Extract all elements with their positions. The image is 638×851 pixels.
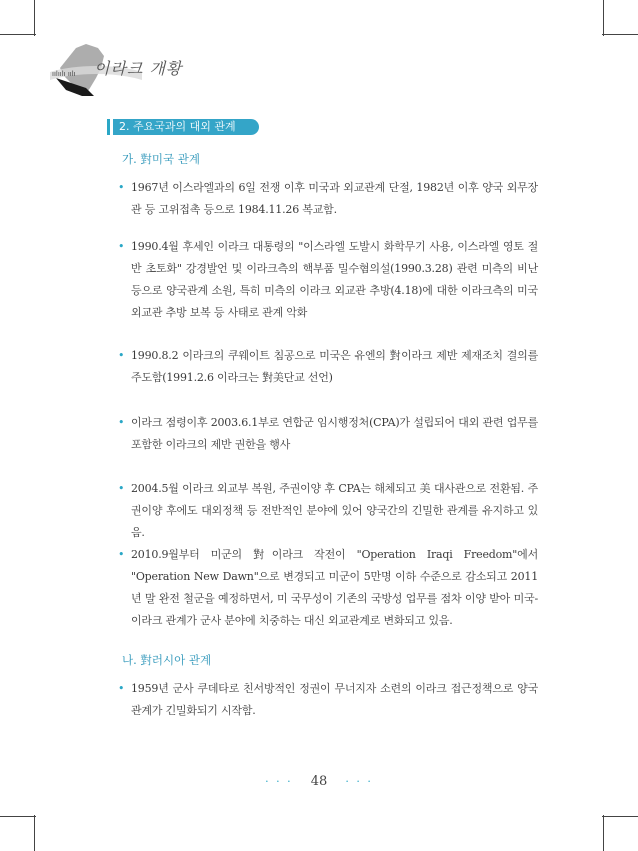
- bullet-text: 1959년 군사 쿠데타로 친서방적인 정권이 무너지자 소련의 이라크 접근정책으로 양국 관계가 긴밀화되기 시작함.: [131, 682, 538, 717]
- footer-dots-right: · · ·: [345, 775, 373, 788]
- chapter-title: 이라크 개황: [94, 59, 183, 78]
- bullet-dot-icon: •: [118, 416, 125, 429]
- chapter-header: [46, 38, 246, 100]
- bullet-dot-icon: •: [118, 349, 125, 362]
- section-title-bar: [107, 119, 259, 135]
- crop-mark: [0, 34, 36, 35]
- crop-mark: [603, 815, 604, 851]
- crop-mark: [602, 34, 638, 35]
- page-footer: [0, 774, 638, 789]
- crop-mark: [0, 816, 36, 817]
- bullet-text: 1990.8.2 이라크의 쿠웨이트 침공으로 미국은 유엔의 對이라크 제반 제재조치 결의를 주도함(1991.2.6 이라크는 對美단교 선언): [131, 349, 538, 384]
- subsection-heading: 나. 對러시아 관계: [122, 653, 212, 667]
- crop-mark: [34, 815, 35, 851]
- bullet-text: 2010.9월부터 미군의 對이라크 작전이 "Operation Iraqi Freedom"에서 "Operation New Dawn"으로 변경되고 미군이 5만명 이하 수준으로 감소되고 2011년 말 완전 철군을 예정하면서, 미 국무성이 기존의 국방성 업무를 점차 이양 받아 미국-이라크 관계가 군사 분야에 치중하는 대신 외교관계로 변화되고 있음.: [131, 548, 538, 627]
- list-item: [118, 544, 538, 632]
- crop-mark: [603, 0, 604, 36]
- crop-mark: [602, 816, 638, 817]
- list-item: [118, 478, 538, 544]
- subsection-heading: 가. 對미국 관계: [122, 152, 201, 166]
- bullet-text: 1967년 이스라엘과의 6일 전쟁 이후 미국과 외교관계 단절, 1982년 이후 양국 외무장관 등 고위접촉 등으로 1984.11.26 복교함.: [131, 181, 538, 216]
- section-title: 2. 주요국과의 대외 관계: [113, 119, 259, 135]
- bullet-dot-icon: •: [118, 181, 125, 194]
- list-item: [118, 678, 538, 722]
- bullet-text: 2004.5월 이라크 외교부 복원, 주권이양 후 CPA는 해체되고 美 대사관으로 전환됨. 주권이양 후에도 대외정책 등 전반적인 분야에 있어 양국간의 긴밀한 관계를 유지하고 있음.: [131, 482, 538, 539]
- list-item: [118, 412, 538, 456]
- crop-mark: [34, 0, 35, 36]
- list-item: [118, 177, 538, 221]
- bullet-text: 이라크 점령이후 2003.6.1부로 연합군 임시행정처(CPA)가 설립되어 대외 관련 업무를 포함한 이라크의 제반 권한을 행사: [131, 416, 538, 451]
- svg-text:ıılıılı ıılı: ıılıılı ıılı: [52, 70, 76, 78]
- list-item: [118, 345, 538, 389]
- bullet-text: 1990.4월 후세인 이라크 대통령의 "이스라엘 도발시 화학무기 사용, 이스라엘 영토 절반 초토화" 강경발언 및 이라크측의 핵부품 밀수혐의설(1990.3.28) 관련 미측의 비난 등으로 양국관계 소원, 특히 미측의 이라크 외교관 추방(4.18)에 대한 이라크측의 미국 외교관 추방 보복 등 사태로 관계 악화: [131, 240, 538, 319]
- bullet-dot-icon: •: [118, 548, 125, 561]
- bullet-dot-icon: •: [118, 240, 125, 253]
- bullet-dot-icon: •: [118, 482, 125, 495]
- section-accent-stripe: [107, 119, 110, 135]
- footer-dots-left: · · ·: [265, 775, 293, 788]
- page-number: 48: [310, 774, 328, 789]
- list-item: [118, 236, 538, 324]
- bullet-dot-icon: •: [118, 682, 125, 695]
